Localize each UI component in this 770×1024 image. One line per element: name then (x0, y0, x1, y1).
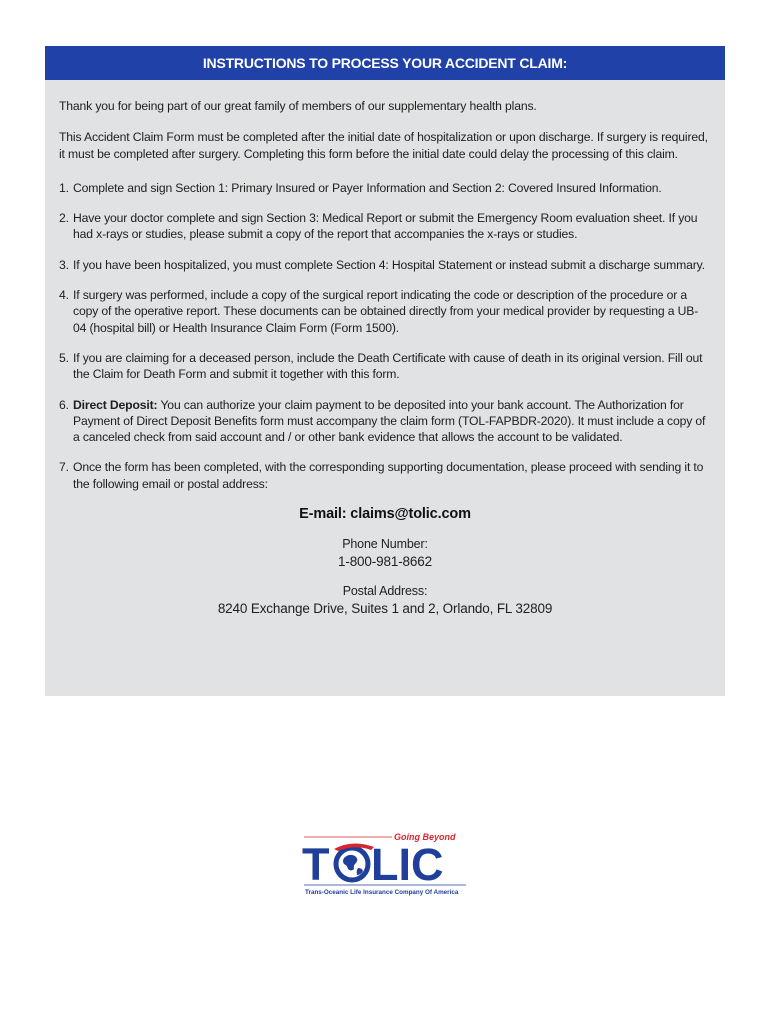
phone-label: Phone Number: (342, 537, 428, 552)
postal-address: 8240 Exchange Drive, Suites 1 and 2, Orlando, FL 32809 (217, 601, 553, 617)
logo-wordmark-t: T (302, 839, 330, 890)
step-text: Have your doctor complete and sign Section 3: Medical Report or submit the Emergency Room evaluation sheet. If you had x-rays or studies, please submit a copy of the report that accompanies the x-rays or studies. (73, 211, 698, 242)
step-text: Once the form has been completed, with the corresponding supporting documentation, please proceed with sending it to the following email or postal address: (73, 460, 704, 491)
list-item (59, 397, 711, 446)
logo-wordmark-lic: LIC (371, 839, 444, 890)
intro-paragraph: This Accident Claim Form must be completed after the initial date of hospitalization or upon discharge. If surgery is required, it must be completed after surgery. Completing this form before the initial date could delay the processing of this claim. (59, 130, 708, 161)
list-item (59, 180, 711, 196)
phone-number: 1-800-981-8662 (338, 554, 432, 570)
globe-icon (334, 843, 374, 880)
step-number: 4. (59, 288, 69, 303)
list-item (59, 350, 711, 383)
steps-list (59, 180, 711, 492)
step-number: 7. (59, 460, 69, 475)
step-text: If surgery was performed, include a copy of the surgical report indicating the code or description of the procedure or a copy of the operative report. These documents can be obtained directly from your medical provider by requesting a UB-04 (hospital bill) or Health Insurance Claim Form (Form 1500). (73, 288, 699, 335)
tolic-logo-graphic (300, 827, 470, 899)
list-item (59, 459, 711, 492)
step-number: 5. (59, 350, 69, 365)
step-number: 6. (59, 397, 69, 412)
step-bold-label: Direct Deposit: (73, 397, 158, 412)
list-item (59, 287, 711, 336)
tolic-logo (300, 827, 470, 899)
step-text: Complete and sign Section 1: Primary Insured or Payer Information and Section 2: Covered Insured Information. (73, 180, 662, 195)
panel-header: INSTRUCTIONS TO PROCESS YOUR ACCIDENT CLAIM: (45, 46, 725, 80)
instructions-panel (45, 46, 725, 696)
logo-company-name: Trans-Oceanic Life Insurance Company Of America (305, 889, 459, 896)
step-number: 1. (59, 180, 69, 195)
list-item (59, 210, 711, 243)
step-text: If you have been hospitalized, you must complete Section 4: Hospital Statement or instead submit a discharge summary. (73, 257, 705, 272)
email-address[interactable]: E-mail: claims@tolic.com (299, 506, 471, 523)
step-number: 2. (59, 211, 69, 226)
step-number: 3. (59, 257, 69, 272)
list-item (59, 257, 711, 273)
postal-label: Postal Address: (342, 584, 428, 599)
panel-content (45, 80, 725, 618)
step-text: If you are claiming for a deceased person, include the Death Certificate with cause of death in its original version. Fill out the Claim for Death Form and submit it together with this form. (73, 350, 703, 382)
intro-paragraph: Thank you for being part of our great family of members of our supplementary health plans. (59, 99, 537, 113)
step-text: You can authorize your claim payment to be deposited into your bank account. The Authorization for Payment of Direct Deposit Benefits form must accompany the claim form (TOL-FAPBDR-2020). It must include a copy of a canceled check from said account and / or other bank evidence that allows the account to be validated. (73, 397, 706, 445)
logo-tagline: Going Beyond (394, 832, 456, 842)
contact-block (59, 506, 711, 618)
